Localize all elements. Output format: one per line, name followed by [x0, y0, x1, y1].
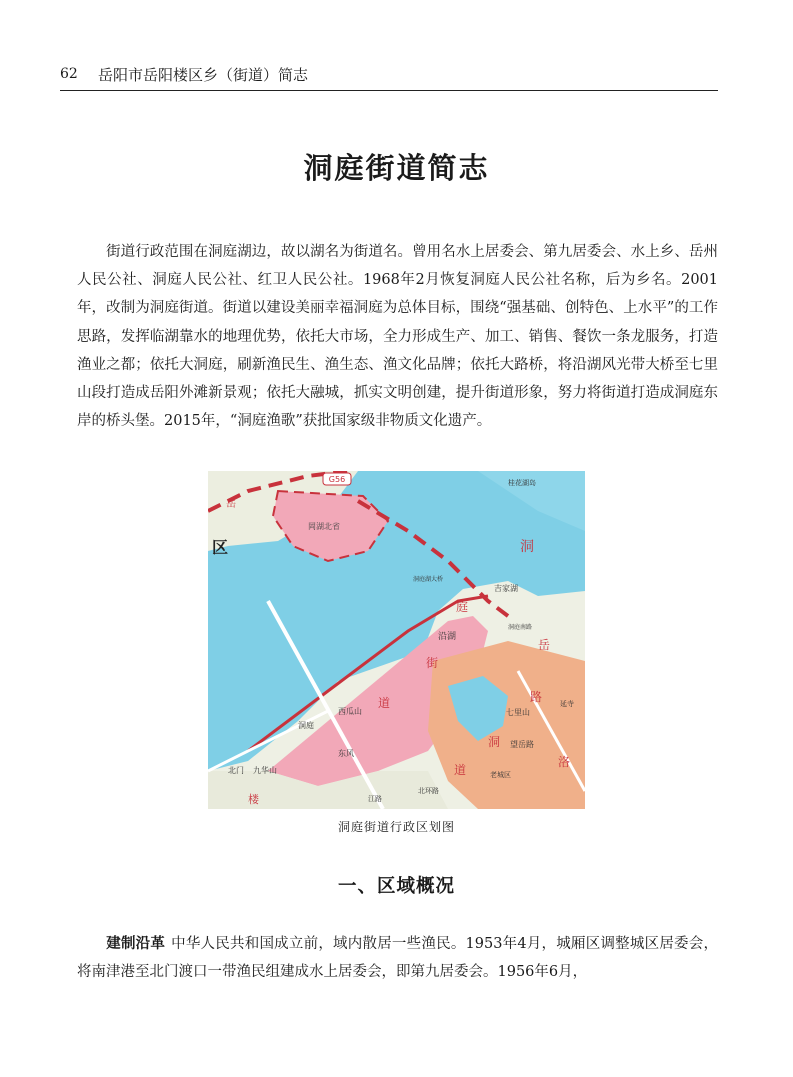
map-label-laolu: 老城区	[490, 771, 511, 779]
map-label-jie: 街	[426, 656, 439, 670]
map-label-xiguashan: 西瓜山	[338, 707, 362, 716]
map-label-dao2: 道	[454, 763, 467, 777]
map-label-luo: 洛	[558, 755, 571, 769]
map-label-guihua: 桂花湖岛	[508, 479, 536, 487]
map-east-area	[428, 641, 585, 809]
running-title: 岳阳市岳阳楼区乡（街道）简志	[98, 66, 309, 84]
map-label-yue: 岳	[226, 499, 236, 510]
map-label-qilishan: 七里山	[506, 708, 530, 717]
map-label-yue2: 岳	[538, 638, 551, 652]
map-caption: 洞庭街道行政区划图	[337, 820, 455, 834]
map-label-bridge: 洞庭湖大桥	[413, 576, 444, 583]
map-label-lu: 路	[530, 690, 543, 704]
map-label-shichang: 洞庭南路	[508, 624, 533, 631]
map-label-qu: 区	[212, 538, 229, 557]
map-label-beimen: 北门	[228, 766, 244, 775]
intro-text: 街道行政范围在洞庭湖边，故以湖名为街道名。曾用名水上居委会、第九居委会、水上乡、岳州人民公社、洞庭人民公社、红卫人民公社。1968年2月恢复洞庭人民公社名称，后为乡名。2001年，改制为洞庭街道。街道以建设美丽幸福洞庭为总体目标，围绕“强基础、创特色、上水平”的工作思路，发挥临湖靠水的地理优势，依托大市场，全力形成生产、加工、销售、餐饮一条龙服务，打造渔业之都；依托大洞庭，刷新渔民生、渔生态、渔文化品牌；依托大路桥，将沿湖风光带大桥至七里山段打造成岳阳外滩新景观；依托大融城，抓实文明创建，提升街道形象，努力将街道打造成洞庭东岸的桥头堡。2015年，“洞庭渔歌”获批国家级非物质文化遗产。	[77, 244, 718, 430]
running-header	[60, 60, 718, 91]
para-jianzhi	[77, 930, 718, 986]
map-svg	[208, 471, 585, 809]
map-label-dongting-small: 洞庭	[298, 721, 314, 730]
page-number: 62	[60, 66, 78, 82]
map-label-jijia: 吉家湖	[494, 584, 518, 593]
map-road-shield: G56	[328, 475, 346, 484]
intro-paragraph	[77, 238, 718, 435]
map-label-lake-north: 岡湖北省	[308, 522, 340, 531]
map-label-jiuhuashan: 九华山	[253, 766, 277, 775]
map-label-yansi: 延寺	[560, 700, 574, 708]
map-label-dao: 道	[378, 696, 391, 710]
map-label-wangyue: 望岳路	[510, 740, 534, 749]
para-text: 中华人民共和国成立前，域内散居一些渔民。1953年4月，城厢区调整城区居委会，将南津港至北门渡口一带渔民组建成水上居委会，即第九居委会。1956年6月，	[77, 936, 718, 981]
page-title: 洞庭街道简志	[303, 151, 490, 185]
para-lead: 建制沿革	[106, 936, 166, 952]
map-label-dong1: 洞	[520, 539, 534, 555]
map-label-beihuanlu: 北环路	[418, 787, 439, 795]
map-label-dongfeng: 东风	[338, 749, 354, 758]
district-map	[208, 471, 585, 809]
map-label-lou: 楼	[248, 793, 259, 806]
map-label-yanhu: 沿湖	[438, 632, 457, 642]
map-label-ting: 庭	[456, 600, 469, 614]
section-heading: 一、区域概况	[337, 876, 455, 897]
map-label-dong2: 洞	[488, 735, 501, 749]
map-label-jianglu: 江路	[368, 795, 382, 803]
